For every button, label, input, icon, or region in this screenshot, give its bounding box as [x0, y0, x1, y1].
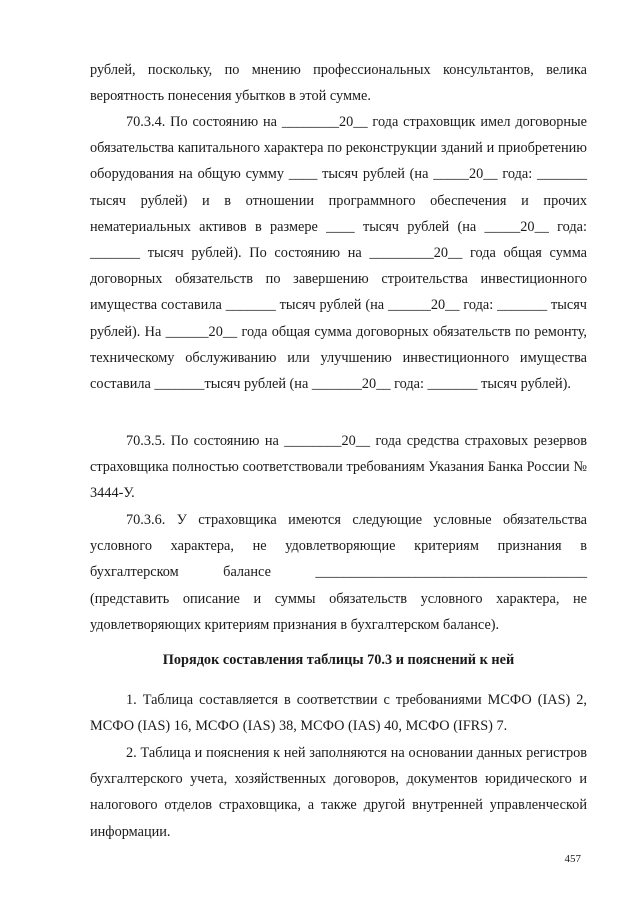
- paragraph-70-3-6: 70.3.6. У страховщика имеются следующие условные обязательства условного характера, не удовлетворяющие критериям признания в бухгалтерском балансе ______________________________________ (представить описание и суммы обязательств условного характера, не удовлетворяющих критериям признания в бухгалтерском балансе).: [90, 512, 587, 633]
- paragraph-70-3-5: 70.3.5. По состоянию на ________20__ года средства страховых резервов страховщика полностью соответствовали требованиям Указания Банка России № 3444-У.: [90, 433, 587, 502]
- paragraph-70-3-4: 70.3.4. По состоянию на ________20__ года страховщик имел договорные обязательства капитального характера по реконструкции зданий и приобретению оборудования на общую сумму ____ тысяч рублей (на _____20__ года: _______ тысяч рублей) и в отношении программного обеспечения и прочих нематериальных активов в размере ____ тысяч рублей (на _____20__ года: _______ тысяч рублей). По состоянию на _________20__ года общая сумма договорных обязательств по завершению строительства инвестиционного имущества составила _______ тысяч рублей (на ______20__ года: _______ тысяч рублей). На ______20__ года общая сумма договорных обязательств по ремонту, техническому обслуживанию или улучшению инвестиционного имущества составила _______тысяч рублей (на _______20__ года: _______ тысяч рублей).: [90, 114, 587, 393]
- page-number: 457: [564, 853, 581, 865]
- instruction-item-1: 1. Таблица составляется в соответствии с требованиями МСФО (IAS) 2, МСФО (IAS) 16, МСФО (IAS) 38, МСФО (IAS) 40, МСФО (IFRS) 7.: [90, 692, 587, 735]
- section-heading: Порядок составления таблицы 70.3 и пояснений к ней: [162, 652, 515, 668]
- paragraph-continuation: рублей, поскольку, по мнению профессиональных консультантов, велика вероятность понесения убытков в этой сумме.: [90, 62, 587, 105]
- instruction-item-2: 2. Таблица и пояснения к ней заполняются на основании данных регистров бухгалтерского учета, хозяйственных договоров, документов юридического и налогового отделов страховщика, а также другой внутренней управленческой информации.: [90, 745, 587, 840]
